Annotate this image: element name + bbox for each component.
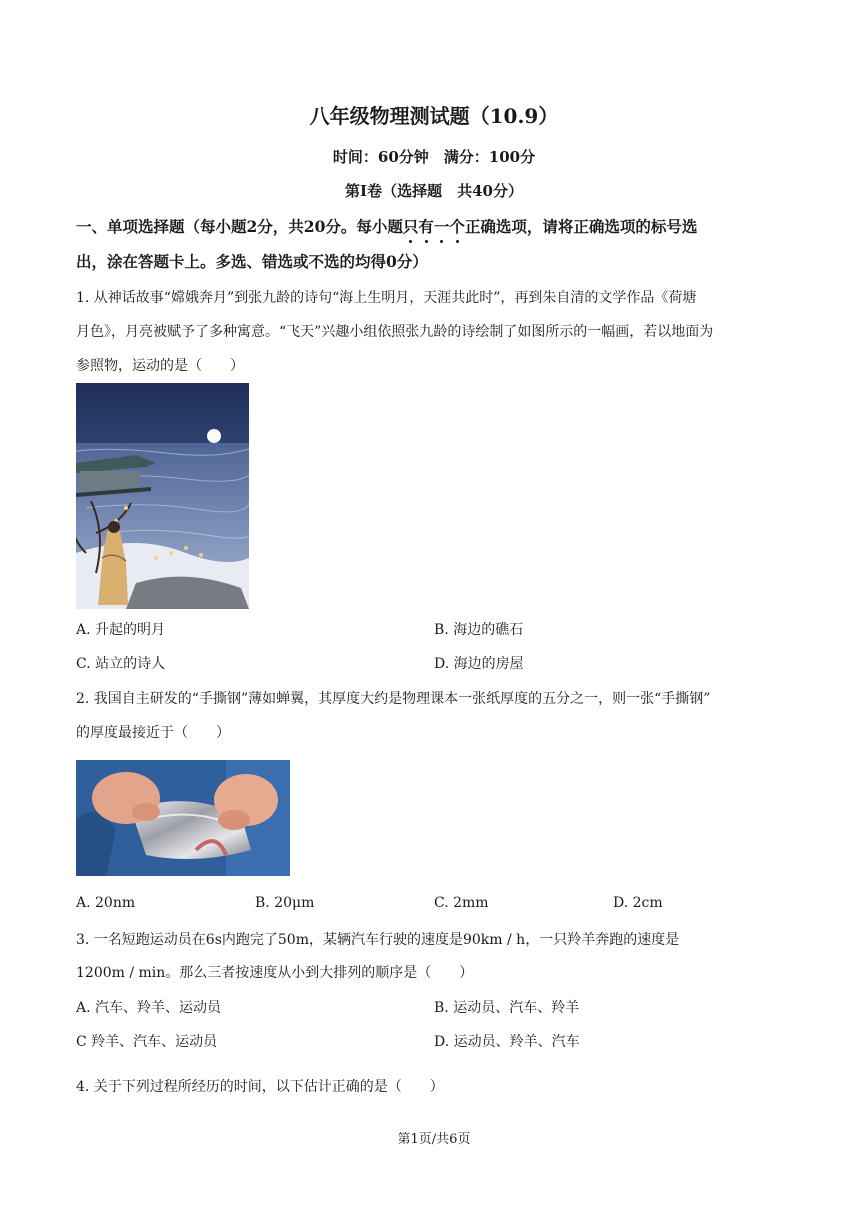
question-3-option-b: B. 运动员、汽车、羚羊 bbox=[434, 1000, 580, 1016]
question-1-option-d: D. 海边的房屋 bbox=[434, 656, 524, 672]
question-1-line-3: 参照物，运动的是（ ） bbox=[76, 358, 244, 374]
question-1-line-2: 月色》，月亮被赋予了多种寓意。“飞天”兴趣小组依照张九龄的诗绘制了如图所示的一幅画，若以地面为 bbox=[76, 324, 714, 340]
question-4-line-1: 4. 关于下列过程所经历的时间，以下估计正确的是（ ） bbox=[76, 1079, 444, 1095]
question-1-option-a: A. 升起的明月 bbox=[76, 622, 166, 638]
question-3-option-d: D. 运动员、羚羊、汽车 bbox=[434, 1034, 580, 1050]
question-2-option-b: B. 20μm bbox=[255, 895, 315, 911]
question-3-option-a: A. 汽车、羚羊、运动员 bbox=[76, 1000, 222, 1016]
question-2-option-c: C. 2mm bbox=[434, 895, 489, 911]
emphasis-char: 个 bbox=[449, 217, 465, 236]
instructions-line-2: 出，涂在答题卡上。多选、错选或不选的均得0分） bbox=[76, 252, 428, 271]
emphasis-char: 一 bbox=[433, 217, 450, 236]
moon-poem-painting bbox=[76, 383, 249, 609]
question-2-option-d: D. 2cm bbox=[613, 895, 663, 911]
question-1-option-b: B. 海边的礁石 bbox=[434, 622, 524, 638]
question-3-line-2: 1200m / min。那么三者按速度从小到大排列的顺序是（ ） bbox=[76, 965, 474, 981]
question-2-line-2: 的厚度最接近于（ ） bbox=[76, 725, 230, 741]
emphasis-char: 有 bbox=[418, 217, 434, 236]
question-2-option-a: A. 20nm bbox=[76, 895, 136, 911]
question-1-option-c: C. 站立的诗人 bbox=[76, 656, 166, 672]
exam-meta: 时间：60分钟 满分：100分 bbox=[332, 148, 536, 166]
instructions-line-1: 一、单项选择题（每小题2分，共20分。每小题只有一个正确选项，请将正确选项的标号选 bbox=[76, 217, 698, 236]
emphasis-char: 只 bbox=[402, 217, 419, 236]
part-heading: 第Ⅰ卷（选择题 共40分） bbox=[345, 182, 523, 200]
question-2-line-1: 2. 我国自主研发的“手撕钢”薄如蝉翼，其厚度大约是物理课本一张纸厚度的五分之一，则一张“手撕钢” bbox=[76, 691, 711, 707]
question-3-line-1: 3. 一名短跑运动员在6s内跑完了50m，某辆汽车行驶的速度是90km / h，一只羚羊奔跑的速度是 bbox=[76, 932, 680, 948]
page-title: 八年级物理测试题（10.9） bbox=[309, 104, 559, 128]
hand-torn-steel-photo bbox=[76, 760, 290, 876]
question-1-line-1: 1. 从神话故事“嫦娥奔月”到张九龄的诗句“海上生明月，天涯共此时”，再到朱自清的文学作品《荷塘 bbox=[76, 290, 697, 306]
question-3-option-c: C 羚羊、汽车、运动员 bbox=[76, 1034, 218, 1050]
page-footer: 第1页/共6页 bbox=[397, 1132, 471, 1147]
